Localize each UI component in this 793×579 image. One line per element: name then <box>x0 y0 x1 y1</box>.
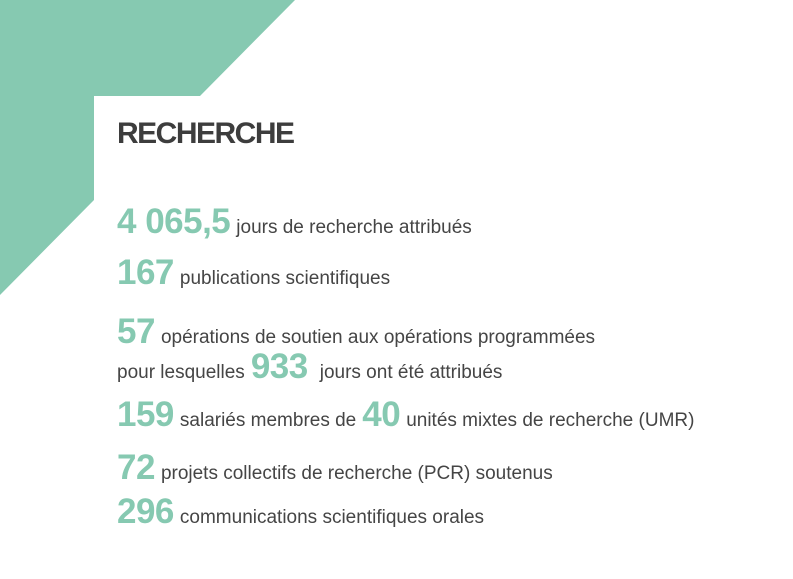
stat-value-secondary: 40 <box>362 395 401 434</box>
stat-line-attributed-days <box>117 349 502 384</box>
stat-line-pcr-projects <box>117 450 553 485</box>
stat-value: 159 <box>117 395 174 434</box>
stat-value: 167 <box>117 253 174 292</box>
stat-value: 72 <box>117 448 155 487</box>
stat-label: jours ont été attribués <box>319 362 503 383</box>
stat-line-research-days <box>117 204 472 239</box>
section-title: RECHERCHE <box>117 117 294 150</box>
stat-line-umr-members <box>117 397 694 432</box>
stat-value: 933 <box>250 347 308 386</box>
stat-line-support-operations <box>117 314 595 349</box>
stat-label: publications scientifiques <box>179 268 391 289</box>
stat-label: opérations de soutien aux opérations programmées <box>160 327 596 348</box>
stat-line-oral-communications <box>117 494 484 529</box>
stat-value: 57 <box>117 312 155 351</box>
stat-prefix: pour lesquelles <box>117 362 245 383</box>
stat-line-publications <box>117 255 390 290</box>
stat-value: 296 <box>117 492 174 531</box>
stat-value: 4 065,5 <box>117 202 231 241</box>
stat-label-secondary: unités mixtes de recherche (UMR) <box>406 410 695 431</box>
stat-label: jours de recherche attribués <box>236 217 472 238</box>
stat-label: communications scientifiques orales <box>179 507 485 528</box>
stat-label: projets collectifs de recherche (PCR) soutenus <box>160 463 553 484</box>
stat-label: salariés membres de <box>179 410 357 431</box>
